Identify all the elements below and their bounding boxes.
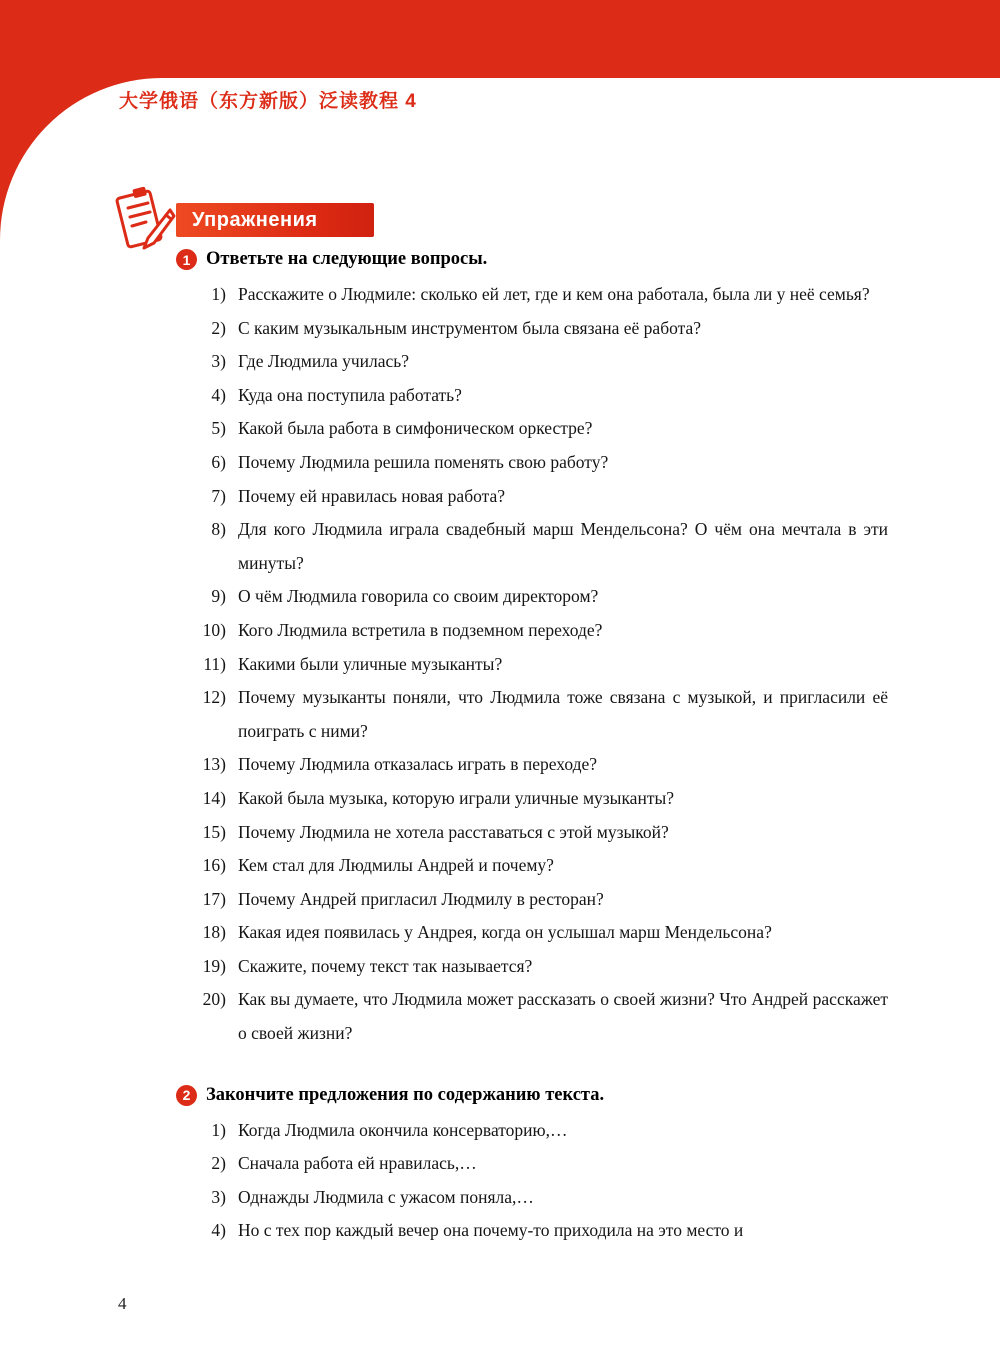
question-text: Почему музыканты поняли, что Людмила тоже связана с музыкой, и пригласили её поиграть с ними? bbox=[238, 687, 888, 741]
exercise-number-badge: 2 bbox=[176, 1085, 197, 1106]
question-text: Когда Людмила окончила консерваторию,… bbox=[238, 1119, 568, 1140]
question-item bbox=[176, 681, 888, 748]
question-item bbox=[176, 849, 888, 883]
question-number: 17) bbox=[202, 888, 226, 909]
question-number: 2) bbox=[211, 1153, 226, 1174]
question-item bbox=[176, 446, 888, 480]
question-item bbox=[176, 1214, 888, 1248]
question-number: 7) bbox=[211, 485, 226, 506]
question-number: 5) bbox=[211, 418, 226, 439]
question-item bbox=[176, 648, 888, 682]
question-text: О чём Людмила говорила со своим директором? bbox=[238, 586, 599, 607]
question-text: Для кого Людмила играла свадебный марш Мендельсона? О чём она мечтала в эти минуты? bbox=[238, 519, 888, 573]
exercise-heading bbox=[176, 1085, 888, 1106]
question-text: Скажите, почему текст так называется? bbox=[238, 955, 533, 976]
question-text: Почему Андрей пригласил Людмилу в ресторан? bbox=[238, 888, 604, 909]
exercise-title: Закончите предложения по содержанию текста. bbox=[206, 1084, 605, 1105]
question-item bbox=[176, 950, 888, 984]
question-text: Где Людмила училась? bbox=[238, 351, 410, 372]
question-text: Сначала работа ей нравилась,… bbox=[238, 1153, 477, 1174]
question-number: 18) bbox=[202, 922, 226, 943]
question-text: Почему ей нравилась новая работа? bbox=[238, 485, 506, 506]
question-item bbox=[176, 278, 888, 312]
exercise-2 bbox=[176, 1085, 888, 1248]
question-text: Расскажите о Людмиле: сколько ей лет, где и кем она работала, была ли у неё семья? bbox=[238, 284, 870, 304]
question-list bbox=[176, 278, 888, 1051]
question-item bbox=[176, 782, 888, 816]
question-number: 3) bbox=[211, 351, 226, 372]
question-number: 16) bbox=[202, 855, 226, 876]
exercise-title: Ответьте на следующие вопросы. bbox=[206, 249, 488, 269]
question-item bbox=[176, 345, 888, 379]
question-text: Почему Людмила решила поменять свою работу? bbox=[238, 451, 609, 472]
question-item bbox=[176, 379, 888, 413]
question-number: 13) bbox=[202, 754, 226, 775]
question-text: Кем стал для Людмилы Андрей и почему? bbox=[238, 855, 554, 876]
question-text: Однажды Людмила с ужасом поняла,… bbox=[238, 1186, 534, 1207]
question-number: 1) bbox=[211, 1119, 226, 1140]
question-text: Какая идея появилась у Андрея, когда он услышал марш Мендельсона? bbox=[238, 922, 772, 943]
question-item bbox=[176, 412, 888, 446]
question-item bbox=[176, 614, 888, 648]
exercise-1 bbox=[176, 249, 888, 1051]
question-item bbox=[176, 1181, 888, 1215]
page-number: 4 bbox=[118, 1294, 127, 1313]
question-number: 20) bbox=[202, 989, 226, 1010]
question-number: 8) bbox=[211, 519, 226, 540]
question-number: 10) bbox=[202, 619, 226, 640]
question-text: Почему Людмила отказалась играть в переходе? bbox=[238, 754, 598, 775]
question-item bbox=[176, 883, 888, 917]
question-number: 12) bbox=[202, 687, 226, 708]
question-text: Куда она поступила работать? bbox=[238, 384, 462, 405]
question-item bbox=[176, 983, 888, 1050]
question-item bbox=[176, 513, 888, 580]
question-number: 19) bbox=[202, 955, 226, 976]
question-item bbox=[176, 312, 888, 346]
question-number: 2) bbox=[211, 317, 226, 338]
question-number: 11) bbox=[203, 653, 226, 674]
exercise-number-badge: 1 bbox=[176, 249, 197, 270]
exercises-block bbox=[176, 249, 888, 1248]
question-text: Какой была музыка, которую играли уличные музыканты? bbox=[238, 787, 674, 808]
question-item bbox=[176, 1147, 888, 1181]
question-item bbox=[176, 580, 888, 614]
question-text: Как вы думаете, что Людмила может рассказать о своей жизни? Что Андрей расскажет о своей жизни? bbox=[238, 989, 888, 1044]
writing-hand-icon bbox=[106, 182, 180, 256]
question-text: Какой была работа в симфоническом оркестре? bbox=[238, 418, 593, 439]
section-banner-label: Упражнения bbox=[192, 208, 318, 231]
question-item bbox=[176, 816, 888, 850]
question-text: Почему Людмила не хотела расставаться с этой музыкой? bbox=[238, 821, 669, 842]
question-number: 9) bbox=[211, 586, 226, 607]
question-text: Но с тех пор каждый вечер она почему-то приходила на это место и bbox=[238, 1220, 744, 1241]
question-number: 1) bbox=[211, 284, 226, 304]
section-banner bbox=[176, 203, 374, 237]
question-list bbox=[176, 1114, 888, 1248]
question-number: 15) bbox=[202, 821, 226, 842]
question-text: Какими были уличные музыканты? bbox=[238, 653, 503, 674]
question-text: Кого Людмила встретила в подземном переходе? bbox=[238, 619, 603, 640]
question-number: 6) bbox=[211, 451, 226, 472]
question-number: 4) bbox=[211, 384, 226, 405]
question-number: 4) bbox=[211, 1220, 226, 1241]
question-item bbox=[176, 1114, 888, 1148]
question-number: 3) bbox=[211, 1186, 226, 1207]
question-item bbox=[176, 916, 888, 950]
question-item bbox=[176, 480, 888, 514]
question-number: 14) bbox=[202, 787, 226, 808]
exercise-heading bbox=[176, 249, 888, 270]
book-title: 大学俄语（东方新版）泛读教程 4 bbox=[119, 91, 417, 112]
question-item bbox=[176, 748, 888, 782]
question-text: С каким музыкальным инструментом была связана её работа? bbox=[238, 317, 702, 338]
